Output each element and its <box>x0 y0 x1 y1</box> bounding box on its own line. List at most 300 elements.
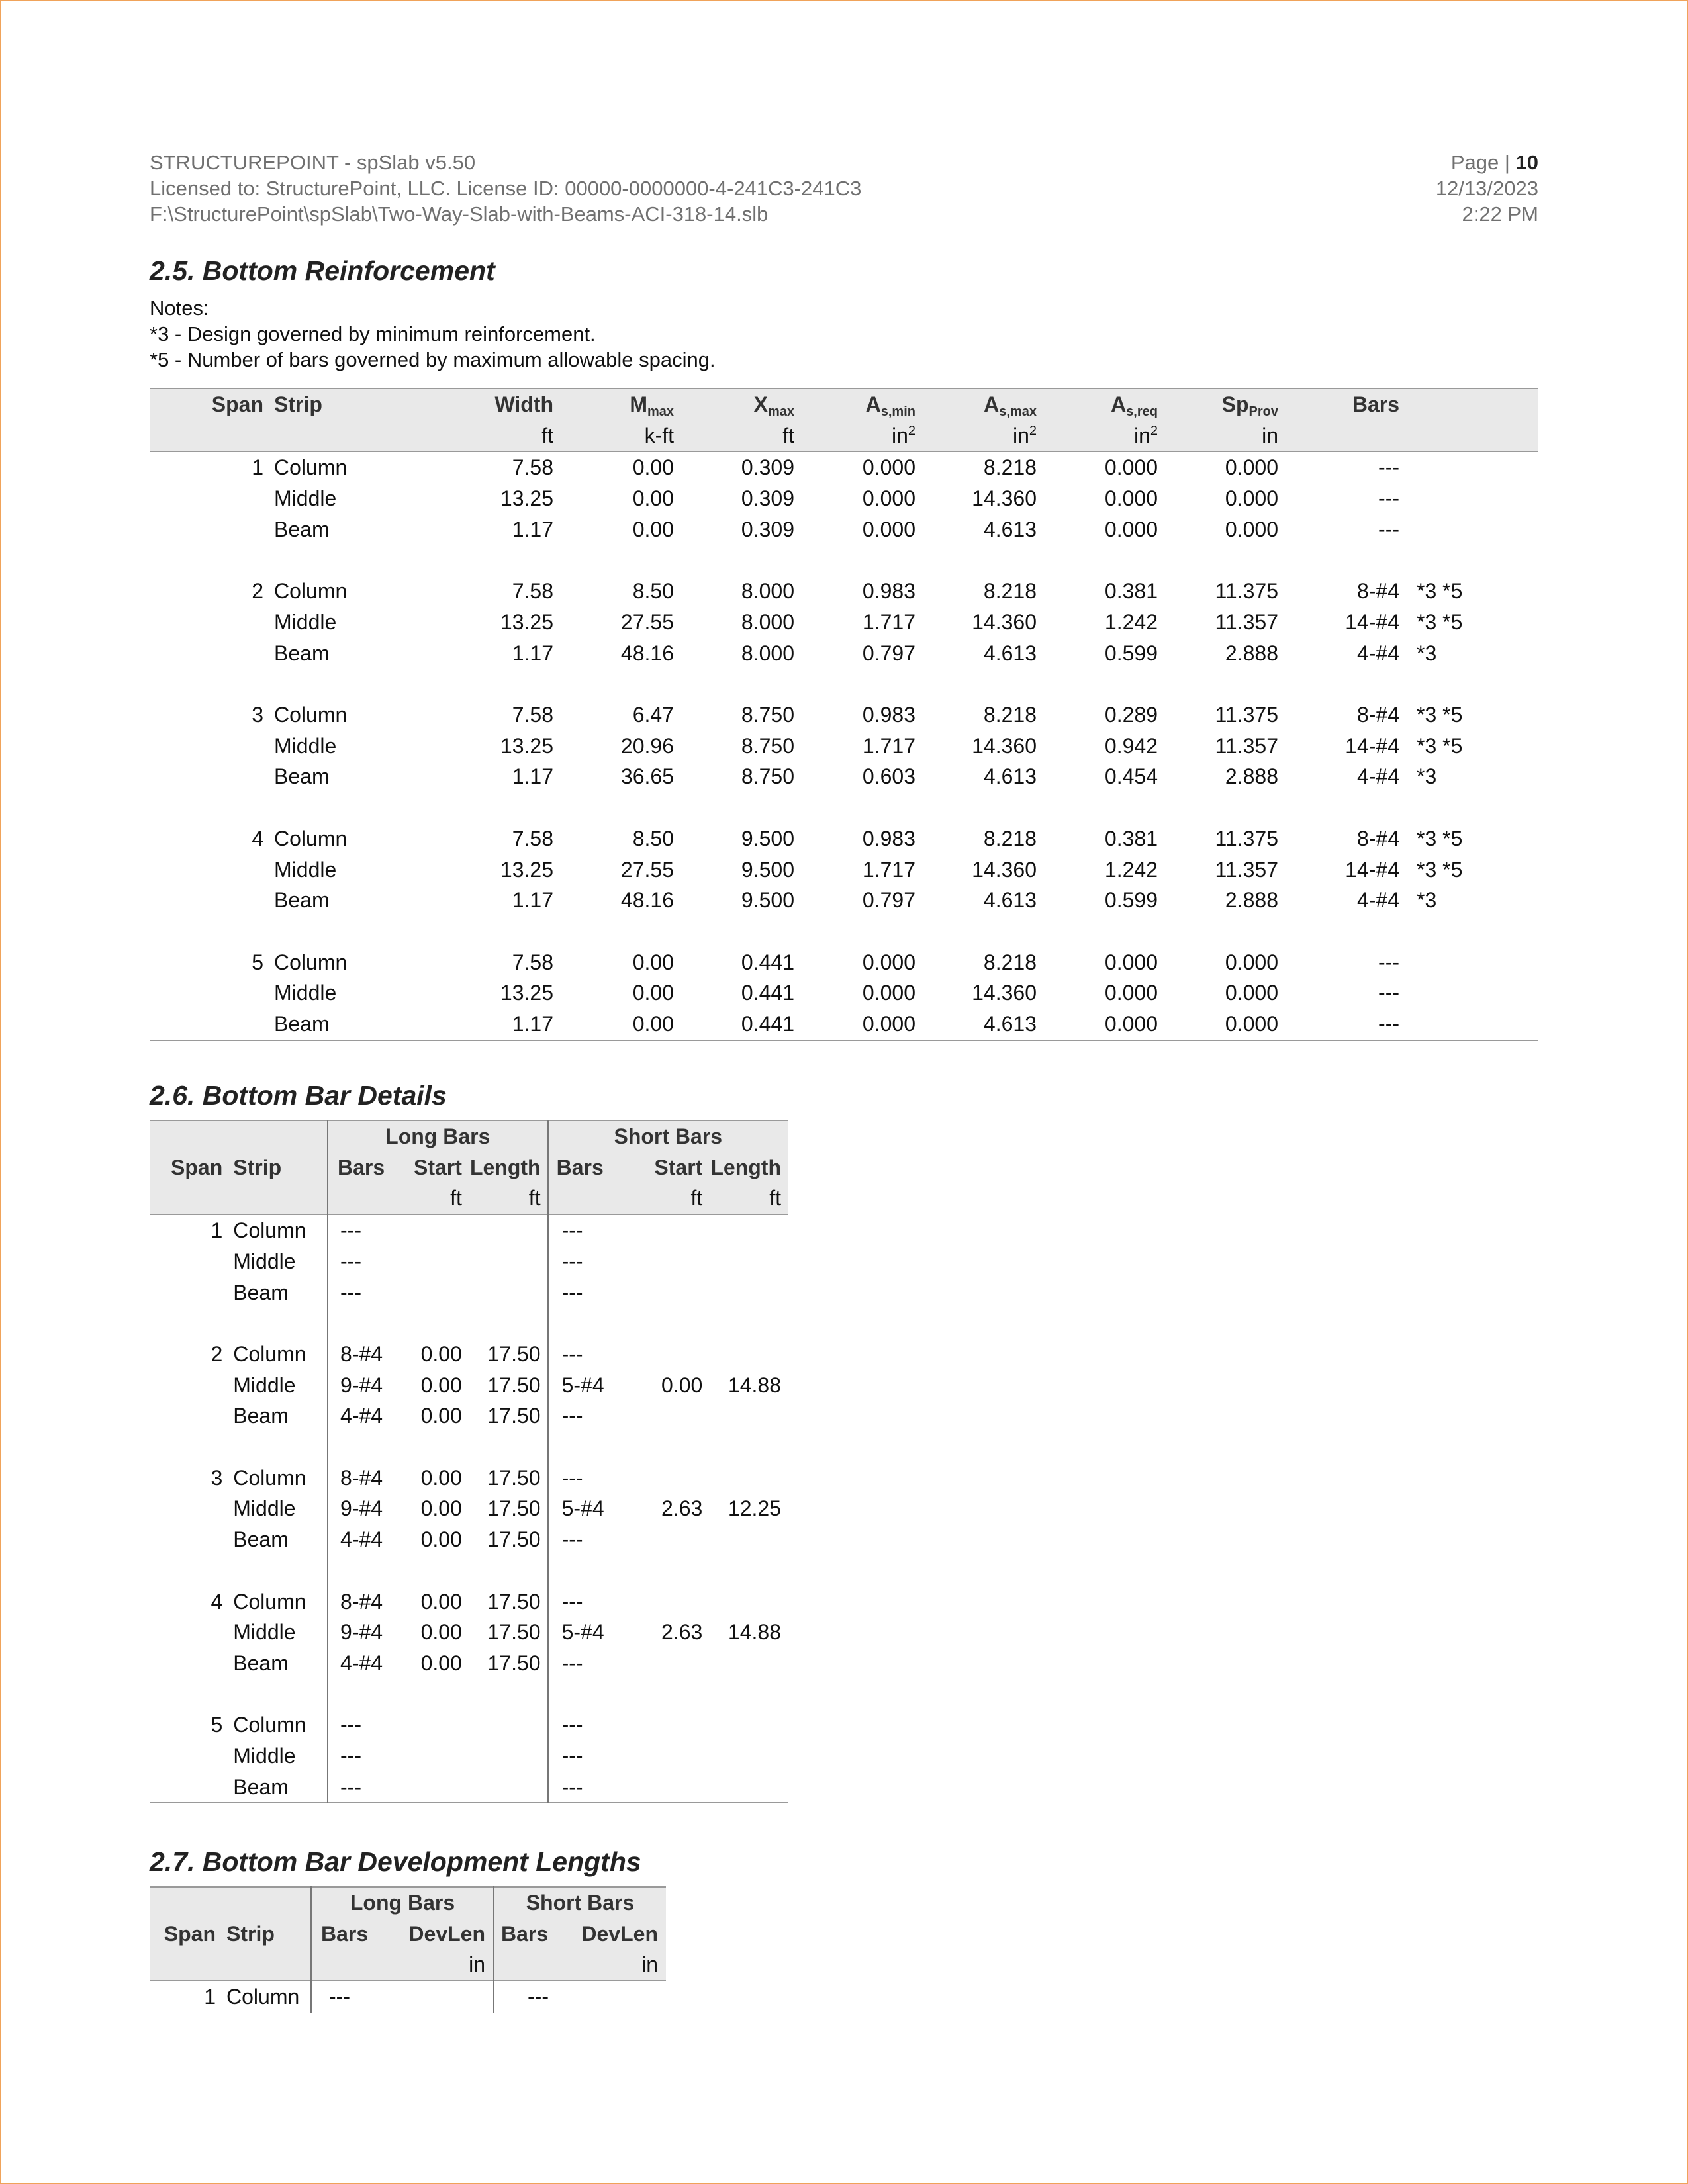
section-title-bottom-bar-details: 2.6. Bottom Bar Details <box>150 1080 447 1111</box>
notes-cell: *3 *5 <box>1417 703 1463 727</box>
span-cell: 3 <box>211 1465 223 1490</box>
col-short-bars: Bars <box>494 1919 560 1950</box>
note-3: *3 - Design governed by minimum reinforcement. <box>150 322 596 345</box>
long-length-cell: 17.50 <box>487 1620 541 1645</box>
span-cell <box>150 731 263 762</box>
asreq-cell: 0.381 <box>1104 826 1158 850</box>
short-devlen-cell <box>560 1981 666 2013</box>
col-long-start: Start <box>413 1155 462 1179</box>
mmax-cell: 20.96 <box>620 733 674 758</box>
table-row <box>150 451 1538 483</box>
table-row <box>150 854 1538 886</box>
spacer-row <box>150 545 1538 576</box>
col-short-devlen: DevLen <box>581 1921 658 1946</box>
table-row <box>150 1617 788 1648</box>
header-row <box>150 388 1538 420</box>
short-start-cell <box>621 1246 702 1277</box>
long-start-cell <box>400 1772 462 1803</box>
long-length-cell <box>462 1214 548 1246</box>
short-bars-cell: --- <box>494 1981 560 2013</box>
short-bars-cell: --- <box>548 1463 621 1494</box>
strip-cell: Column <box>233 1589 306 1614</box>
bars-cell: --- <box>1378 486 1399 511</box>
bars-cell: 14-#4 <box>1345 610 1399 634</box>
col-span: Span <box>171 1155 223 1179</box>
xmax-cell: 8.000 <box>741 579 794 604</box>
asreq-cell: 0.942 <box>1104 733 1158 758</box>
asmax-cell: 4.613 <box>983 641 1037 665</box>
spprov-cell: 0.000 <box>1225 1012 1278 1036</box>
span-cell <box>150 1246 222 1277</box>
strip-cell: Beam <box>233 1527 289 1552</box>
mmax-cell: 27.55 <box>620 857 674 882</box>
long-bars-cell: 8-#4 <box>328 1463 400 1494</box>
short-bars-cell: 5-#4 <box>548 1370 621 1401</box>
notes-cell <box>1399 514 1538 545</box>
long-length-cell: 17.50 <box>487 1527 541 1552</box>
section-title-bottom-bar-development-lengths: 2.7. Bottom Bar Development Lengths <box>150 1846 641 1877</box>
bars-cell: --- <box>1378 517 1399 541</box>
table-row <box>150 1741 788 1772</box>
short-length-cell <box>702 1463 788 1494</box>
short-start-cell <box>621 1400 702 1432</box>
col-xmax: $X_{max}$ <box>753 392 794 419</box>
short-bars-cell: --- <box>548 1709 621 1741</box>
xmax-cell: 0.309 <box>741 455 794 480</box>
span-cell <box>150 607 263 638</box>
col-long-length: Length <box>469 1155 541 1179</box>
long-bars-cell: 8-#4 <box>328 1586 400 1617</box>
spprov-cell: 0.000 <box>1225 981 1278 1005</box>
table-row <box>150 1463 788 1494</box>
table-row <box>150 731 1538 762</box>
span-cell: 5 <box>211 1713 223 1737</box>
table-row <box>150 885 1538 916</box>
table-row <box>150 1370 788 1401</box>
bottom-bar-development-body <box>150 1981 666 2013</box>
bars-cell: 8-#4 <box>1356 826 1399 850</box>
span-cell <box>150 1370 222 1401</box>
short-bars-cell: --- <box>548 1339 621 1370</box>
span-cell <box>150 638 263 669</box>
strip-cell: Beam <box>274 1012 330 1036</box>
spacer-row <box>150 668 1538 700</box>
col-short-bars: Bars <box>548 1152 621 1183</box>
width-cell: 1.17 <box>512 888 553 913</box>
asmin-cell: 0.000 <box>862 455 915 480</box>
spprov-cell: 11.375 <box>1215 826 1278 850</box>
width-cell: 13.25 <box>500 610 553 634</box>
asmax-cell: 14.360 <box>972 733 1037 758</box>
table-row <box>150 1339 788 1370</box>
xmax-cell: 0.441 <box>741 1012 794 1036</box>
long-bars-cell: --- <box>328 1246 400 1277</box>
col-asmin: $A_{s,min}$ <box>865 392 915 419</box>
mmax-cell: 36.65 <box>620 764 674 789</box>
strip-cell: Column <box>274 703 348 727</box>
long-start-cell: 0.00 <box>420 1342 462 1366</box>
asmax-cell: 14.360 <box>972 610 1037 634</box>
table-row <box>150 700 1538 731</box>
table-row <box>150 1277 788 1308</box>
short-bars-cell: --- <box>548 1648 621 1679</box>
license-info: Licensed to: StructurePoint, LLC. License ID: 00000-0000000-4-241C3-241C3 <box>150 177 862 200</box>
width-cell: 1.17 <box>512 1012 553 1036</box>
table-row <box>150 1981 666 2013</box>
short-bars-cell: 5-#4 <box>548 1493 621 1524</box>
long-length-cell: 17.50 <box>487 1465 541 1490</box>
asreq-cell: 0.454 <box>1104 764 1158 789</box>
table-row <box>150 607 1538 638</box>
strip-cell: Beam <box>233 1651 289 1675</box>
span-cell <box>150 1648 222 1679</box>
long-start-cell <box>400 1741 462 1772</box>
span-cell: 5 <box>252 950 263 974</box>
bars-cell: 4-#4 <box>1356 888 1399 913</box>
short-start-cell <box>621 1524 702 1555</box>
table-row <box>150 1524 788 1555</box>
unit-short-length: ft <box>769 1186 781 1210</box>
col-long-bars: Bars <box>311 1919 377 1950</box>
bottom-bar-development-table <box>150 1886 666 2013</box>
short-start-cell: 2.63 <box>661 1496 703 1521</box>
bars-cell: 14-#4 <box>1345 733 1399 758</box>
xmax-cell: 9.500 <box>741 888 794 913</box>
short-start-cell <box>621 1586 702 1617</box>
asmin-cell: 0.797 <box>862 641 915 665</box>
spprov-cell: 0.000 <box>1225 486 1278 511</box>
col-asmax: $A_{s,max}$ <box>984 392 1037 419</box>
asmax-cell: 8.218 <box>983 950 1037 974</box>
mmax-cell: 48.16 <box>620 641 674 665</box>
strip-cell: Beam <box>274 517 330 541</box>
table-row <box>150 1214 788 1246</box>
short-length-cell <box>702 1741 788 1772</box>
notes-cell <box>1399 978 1538 1009</box>
mmax-cell: 6.47 <box>632 703 674 727</box>
table-row <box>150 576 1538 607</box>
span-cell: 4 <box>252 826 263 850</box>
long-start-cell: 0.00 <box>420 1465 462 1490</box>
unit-xmax: ft <box>782 423 794 447</box>
spacer-row <box>150 1679 788 1710</box>
strip-cell: Middle <box>274 857 337 882</box>
group-header-row <box>150 1887 666 1919</box>
units-row <box>150 1949 666 1981</box>
asreq-cell: 0.000 <box>1104 455 1158 480</box>
strip-cell: Beam <box>233 1280 289 1304</box>
table-row <box>150 1772 788 1803</box>
mmax-cell: 0.00 <box>632 486 674 511</box>
spacer-row <box>150 1308 788 1339</box>
long-start-cell: 0.00 <box>420 1404 462 1428</box>
long-start-cell: 0.00 <box>420 1496 462 1521</box>
asreq-cell: 0.000 <box>1104 981 1158 1005</box>
asmin-cell: 0.000 <box>862 981 915 1005</box>
strip-cell: Column <box>233 1342 306 1366</box>
asmax-cell: 4.613 <box>983 517 1037 541</box>
xmax-cell: 0.441 <box>741 981 794 1005</box>
col-spprov: $Sp_{Prov}$ <box>1221 392 1278 419</box>
short-length-cell <box>702 1214 788 1246</box>
strip-cell: Beam <box>274 641 330 665</box>
short-length-cell <box>702 1648 788 1679</box>
asmax-cell: 4.613 <box>983 888 1037 913</box>
unit-short-devlen: in <box>641 1952 658 1977</box>
long-bars-cell: --- <box>328 1741 400 1772</box>
short-start-cell: 2.63 <box>661 1620 703 1645</box>
short-length-cell: 14.88 <box>727 1620 781 1645</box>
long-start-cell <box>400 1709 462 1741</box>
asmax-cell: 14.360 <box>972 486 1037 511</box>
span-cell: 1 <box>204 1985 216 2009</box>
long-length-cell <box>462 1246 548 1277</box>
asreq-cell: 0.599 <box>1104 641 1158 665</box>
long-bars-cell: --- <box>328 1709 400 1741</box>
xmax-cell: 8.750 <box>741 764 794 789</box>
asmax-cell: 4.613 <box>983 764 1037 789</box>
spprov-cell: 0.000 <box>1225 455 1278 480</box>
unit-width: ft <box>541 423 553 447</box>
bars-cell: 8-#4 <box>1356 703 1399 727</box>
asmin-cell: 0.000 <box>862 517 915 541</box>
table-row <box>150 1400 788 1432</box>
table-row <box>150 947 1538 978</box>
long-bars-cell: 8-#4 <box>328 1339 400 1370</box>
bars-cell: 14-#4 <box>1345 857 1399 882</box>
short-bars-cell: --- <box>548 1741 621 1772</box>
strip-cell: Column <box>233 1713 306 1737</box>
short-length-cell <box>702 1400 788 1432</box>
long-bars-cell: --- <box>328 1214 400 1246</box>
long-length-cell <box>462 1277 548 1308</box>
table-row <box>150 1493 788 1524</box>
group-header-row <box>150 1120 788 1152</box>
asreq-cell: 1.242 <box>1104 857 1158 882</box>
short-start-cell: 0.00 <box>661 1373 703 1397</box>
short-bars-cell: --- <box>548 1586 621 1617</box>
long-length-cell <box>462 1772 548 1803</box>
short-start-cell <box>621 1214 702 1246</box>
header-row <box>150 1152 788 1183</box>
mmax-cell: 8.50 <box>632 579 674 604</box>
width-cell: 1.17 <box>512 517 553 541</box>
notes-cell: *3 <box>1417 641 1437 665</box>
span-cell: 2 <box>211 1342 223 1366</box>
short-start-cell <box>621 1741 702 1772</box>
xmax-cell: 9.500 <box>741 857 794 882</box>
span-cell <box>150 1524 222 1555</box>
xmax-cell: 8.750 <box>741 733 794 758</box>
xmax-cell: 0.441 <box>741 950 794 974</box>
table-row <box>150 978 1538 1009</box>
strip-cell: Middle <box>233 1249 296 1273</box>
short-start-cell <box>621 1772 702 1803</box>
spprov-cell: 2.888 <box>1225 888 1278 913</box>
asreq-cell: 0.000 <box>1104 486 1158 511</box>
spacer-row <box>150 916 1538 947</box>
short-bars-cell: --- <box>548 1246 621 1277</box>
strip-cell: Beam <box>274 764 330 789</box>
section-title-bottom-reinforcement: 2.5. Bottom Reinforcement <box>150 255 495 286</box>
span-cell <box>150 761 263 792</box>
long-length-cell <box>462 1709 548 1741</box>
asmin-cell: 0.603 <box>862 764 915 789</box>
long-length-cell <box>462 1741 548 1772</box>
table-row <box>150 1586 788 1617</box>
group-short-bars: Short Bars <box>548 1120 788 1152</box>
table-row <box>150 823 1538 854</box>
spprov-cell: 11.375 <box>1215 703 1278 727</box>
strip-cell: Middle <box>233 1744 296 1768</box>
asmin-cell: 1.717 <box>862 610 915 634</box>
bars-cell: --- <box>1378 455 1399 480</box>
spprov-cell: 11.357 <box>1215 610 1278 634</box>
col-short-start: Start <box>654 1155 703 1179</box>
notes-cell <box>1399 483 1538 514</box>
group-short-bars: Short Bars <box>494 1887 666 1919</box>
long-start-cell <box>400 1277 462 1308</box>
span-cell <box>150 854 263 886</box>
span-cell <box>150 1617 222 1648</box>
spprov-cell: 11.357 <box>1215 733 1278 758</box>
short-bars-cell: 5-#4 <box>548 1617 621 1648</box>
long-bars-cell: 4-#4 <box>328 1648 400 1679</box>
asreq-cell: 0.599 <box>1104 888 1158 913</box>
strip-cell: Column <box>233 1465 306 1490</box>
mmax-cell: 0.00 <box>632 455 674 480</box>
short-length-cell <box>702 1524 788 1555</box>
long-bars-cell: --- <box>328 1277 400 1308</box>
strip-cell: Middle <box>274 610 337 634</box>
notes-cell: *3 *5 <box>1417 733 1463 758</box>
width-cell: 7.58 <box>512 703 553 727</box>
units-row <box>150 1183 788 1214</box>
unit-asreq: $in^2$ <box>1133 423 1158 447</box>
span-cell: 4 <box>211 1589 223 1614</box>
notes-cell: *3 <box>1417 764 1437 789</box>
strip-cell: Middle <box>233 1373 296 1397</box>
col-span: Span <box>211 392 263 416</box>
short-start-cell <box>621 1709 702 1741</box>
col-strip: Strip <box>274 392 322 416</box>
spacer-row <box>150 1555 788 1586</box>
asmin-cell: 1.717 <box>862 857 915 882</box>
mmax-cell: 0.00 <box>632 1012 674 1036</box>
asreq-cell: 0.289 <box>1104 703 1158 727</box>
bars-cell: 4-#4 <box>1356 764 1399 789</box>
table-row <box>150 1009 1538 1040</box>
span-cell: 1 <box>252 455 263 480</box>
asmin-cell: 0.983 <box>862 703 915 727</box>
strip-cell: Column <box>226 1985 300 2009</box>
spacer-row <box>150 792 1538 823</box>
asmax-cell: 8.218 <box>983 703 1037 727</box>
strip-cell: Beam <box>274 888 330 913</box>
long-devlen-cell <box>377 1981 494 2013</box>
short-bars-cell: --- <box>548 1214 621 1246</box>
asreq-cell: 0.381 <box>1104 579 1158 604</box>
short-bars-cell: --- <box>548 1277 621 1308</box>
width-cell: 1.17 <box>512 641 553 665</box>
long-start-cell: 0.00 <box>420 1373 462 1397</box>
col-width: Width <box>494 392 553 416</box>
note-5: *5 - Number of bars governed by maximum allowable spacing. <box>150 348 716 371</box>
report-date: 12/13/2023 <box>1435 177 1538 200</box>
bars-cell: 8-#4 <box>1356 579 1399 604</box>
span-cell <box>150 885 263 916</box>
notes-cell: *3 *5 <box>1417 579 1463 604</box>
header-row <box>150 1919 666 1950</box>
span-cell <box>150 1772 222 1803</box>
notes-cell <box>1399 1009 1538 1040</box>
xmax-cell: 9.500 <box>741 826 794 850</box>
long-bars-cell: --- <box>311 1981 377 2013</box>
asmin-cell: 0.983 <box>862 579 915 604</box>
file-path: F:\StructurePoint\spSlab\Two-Way-Slab-with-Beams-ACI-318-14.slb <box>150 203 769 226</box>
col-bars: Bars <box>1352 392 1399 416</box>
table-row <box>150 483 1538 514</box>
asmax-cell: 8.218 <box>983 455 1037 480</box>
span-cell: 1 <box>211 1218 223 1243</box>
col-long-devlen: DevLen <box>408 1921 485 1946</box>
span-cell <box>150 1741 222 1772</box>
bottom-reinforcement-table <box>150 388 1538 1041</box>
short-bars-cell: --- <box>548 1400 621 1432</box>
col-long-bars: Bars <box>328 1152 400 1183</box>
unit-asmin: $in^2$ <box>891 423 915 447</box>
bottom-reinforcement-body <box>150 451 1538 1040</box>
asreq-cell: 1.242 <box>1104 610 1158 634</box>
asmax-cell: 14.360 <box>972 981 1037 1005</box>
asmax-cell: 8.218 <box>983 826 1037 850</box>
spprov-cell: 2.888 <box>1225 641 1278 665</box>
asmin-cell: 0.000 <box>862 1012 915 1036</box>
asmin-cell: 0.000 <box>862 950 915 974</box>
page-indicator <box>1436 150 1538 175</box>
notes-cell: *3 *5 <box>1417 826 1463 850</box>
xmax-cell: 8.000 <box>741 610 794 634</box>
table-row <box>150 761 1538 792</box>
strip-cell: Middle <box>274 486 337 511</box>
spprov-cell: 0.000 <box>1225 950 1278 974</box>
table-row <box>150 638 1538 669</box>
bottom-bar-details-body <box>150 1214 788 1803</box>
long-length-cell: 17.50 <box>487 1589 541 1614</box>
span-cell: 3 <box>252 703 263 727</box>
table-row <box>150 1709 788 1741</box>
asmin-cell: 0.000 <box>862 486 915 511</box>
col-strip: Strip <box>233 1155 282 1179</box>
col-mmax: $M_{max}$ <box>630 392 674 419</box>
col-notes <box>1399 388 1538 420</box>
unit-mmax: k-ft <box>644 423 674 447</box>
program-name: STRUCTUREPOINT - spSlab v5.50 <box>150 151 476 174</box>
long-length-cell: 17.50 <box>487 1373 541 1397</box>
table-row <box>150 1648 788 1679</box>
unit-asmax: $in^2$ <box>1012 423 1037 447</box>
asmax-cell: 4.613 <box>983 1012 1037 1036</box>
xmax-cell: 8.000 <box>741 641 794 665</box>
long-length-cell: 17.50 <box>487 1342 541 1366</box>
short-length-cell: 12.25 <box>727 1496 781 1521</box>
spprov-cell: 11.357 <box>1215 857 1278 882</box>
asmin-cell: 1.717 <box>862 733 915 758</box>
width-cell: 7.58 <box>512 950 553 974</box>
asmin-cell: 0.983 <box>862 826 915 850</box>
units-row <box>150 420 1538 452</box>
mmax-cell: 0.00 <box>632 981 674 1005</box>
